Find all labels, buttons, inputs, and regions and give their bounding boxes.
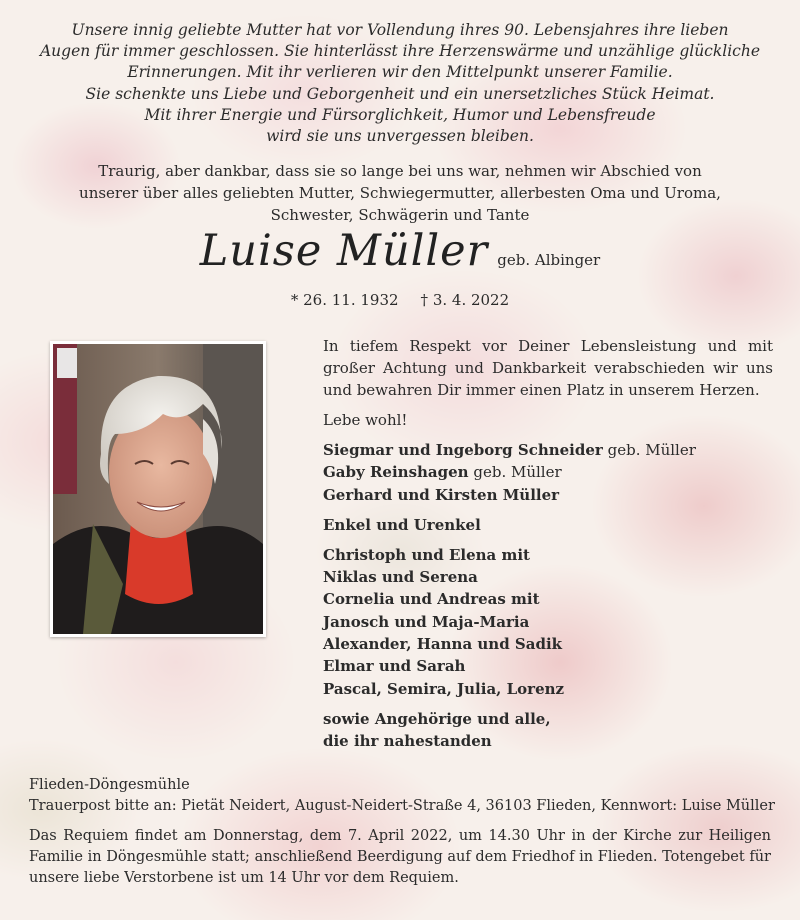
intro-line: Augen für immer geschlossen. Sie hinterlässt ihre Herzenswärme und unzählige glückliche (39, 42, 761, 61)
children-list (323, 439, 773, 506)
farewell-text: Lebe wohl! (323, 411, 408, 429)
family-column (323, 335, 773, 753)
announcement-text (20, 160, 780, 226)
birth-date: * 26. 11. 1932 (290, 291, 399, 309)
child-name: Siegmar und Ingeborg Schneider (323, 441, 603, 459)
announcement-line: Traurig, aber dankbar, dass sie so lange bei uns war, nehmen wir Abschied von (98, 162, 702, 180)
grandchild-entry: Elmar und Sarah (323, 657, 466, 676)
grandchild-entry: Niklas und Serena (323, 568, 478, 587)
child-entry (323, 484, 773, 506)
portrait-image (53, 344, 263, 634)
maiden-name: geb. Albinger (497, 251, 601, 269)
intro-line: wird sie uns unvergessen bleiben. (266, 127, 534, 146)
requiem-text: Das Requiem findet am Donnerstag, dem 7. April 2022, um 14.30 Uhr in der Kirche zur Heiligen Familie in Döngesmühle statt; anschließend Beerdigung auf dem Friedhof in Flieden. Totengebet für unsere liebe Verstorbene ist um 14 Uhr vor dem Requiem. (29, 828, 771, 886)
intro-line: Unsere innig geliebte Mutter hat vor Vollendung ihres 90. Lebensjahres ihre lieben (71, 21, 729, 39)
grandchildren-list (323, 544, 773, 700)
child-entry (323, 461, 773, 483)
life-dates (0, 291, 800, 309)
relatives-line: die ihr nahestanden (323, 732, 492, 751)
intro-line: Sie schenkte uns Liebe und Geborgenheit und ein unersetzliches Stück Heimat. (85, 84, 715, 103)
relatives-text (323, 708, 773, 753)
portrait-photo (50, 341, 266, 637)
mail-address-text: Trauerpost bitte an: Pietät Neidert, August-Neidert-Straße 4, 36103 Flieden, Kennwort: Luise Müller (29, 798, 775, 814)
announcement-line: Schwester, Schwägerin und Tante (270, 206, 530, 224)
grandchild-entry: Alexander, Hanna und Sadik (323, 635, 563, 654)
grandchild-entry: Cornelia und Andreas mit (323, 590, 540, 609)
grandchild-entry: Janosch und Maja-Maria (323, 612, 530, 631)
grandchild-entry: Pascal, Semira, Julia, Lorenz (323, 679, 565, 698)
deceased-name-row (0, 226, 800, 288)
footer-info (29, 775, 775, 904)
intro-line: Erinnerungen. Mit ihr verlieren wir den Mittelpunkt unserer Familie. (127, 63, 673, 82)
child-note: geb. Müller (607, 441, 696, 459)
grandchild-entry: Christoph und Elena mit (323, 545, 530, 564)
grandchildren-heading: Enkel und Urenkel (323, 515, 481, 534)
intro-line: Mit ihrer Energie und Fürsorglichkeit, Humor und Lebensfreude (144, 105, 656, 124)
place-text: Flieden-Döngesmühle (29, 777, 190, 793)
death-date: † 3. 4. 2022 (420, 291, 510, 309)
child-note: geb. Müller (473, 463, 562, 482)
tribute-text: In tiefem Respekt vor Deiner Lebensleistung und mit großer Achtung und Dankbarkeit verabschieden wir uns und bewahren Dir immer einen Platz in unserem Herzen. (323, 337, 773, 399)
relatives-line: sowie Angehörige und alle, (323, 709, 551, 728)
intro-text (20, 20, 780, 147)
child-name: Gaby Reinshagen (323, 463, 469, 482)
child-name: Gerhard und Kirsten Müller (323, 485, 560, 504)
child-entry (323, 439, 773, 461)
deceased-name: Luise Müller (199, 226, 489, 276)
announcement-line: unserer über alles geliebten Mutter, Schwiegermutter, allerbesten Oma und Uroma, (79, 184, 721, 202)
